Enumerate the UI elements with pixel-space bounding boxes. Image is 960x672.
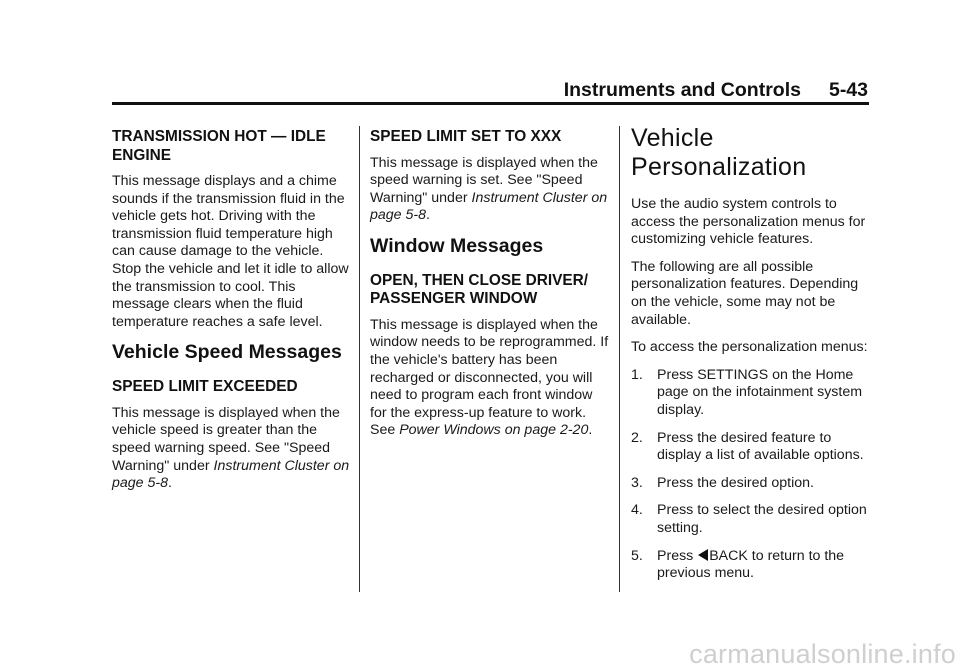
heading-window-messages: Window Messages [370,234,544,257]
paragraph-open-close-window [370,317,610,440]
back-arrow-icon [698,549,708,561]
heading-vehicle-speed-messages: Vehicle Speed Messages [112,341,342,364]
page-number: 5-43 [828,79,868,101]
step-number: 2. [631,429,643,446]
list-item [631,430,871,465]
section-title: Instruments and Controls [563,79,801,101]
heading-speed-limit-set: SPEED LIMIT SET TO XXX [370,128,562,145]
heading-vehicle-personalization: Vehicle Personalization [631,124,807,181]
list-item [631,475,871,493]
paragraph-end: . [168,475,172,492]
paragraph-intro: Use the audio system controls to access the personalization menus for customizing vehicle features. [631,196,866,248]
paragraph-end: . [588,422,593,439]
step-text: Press the desired feature to display a list of available options. [657,429,864,464]
step-text: Press SETTINGS on the Home page on the infotainment system display. [657,366,863,418]
list-item [631,367,871,420]
paragraph-access: To access the personalization menus: [631,339,868,356]
list-item [631,548,871,583]
column-2 [370,128,610,450]
column-1 [112,128,352,503]
step-number: 5. [631,547,643,564]
steps-list [631,367,871,583]
step-text: Press to select the desired option setting. [657,502,867,536]
cross-reference-link[interactable]: Instrument Cluster on page 5-8 [370,189,608,224]
step-number: 3. [631,474,643,491]
paragraph-text: This message is displayed when the window needs to be reprogrammed. If the vehicle's battery has been recharged or disconnected, you will need to program each front window for the express-up feature to work. See [370,316,609,439]
paragraph-text: This message is displayed when the vehicle speed is greater than the speed warning speed. See "Speed Warning" under [112,404,340,474]
step-text: Press [657,547,698,564]
watermark: carmanualsonline.info [689,639,956,669]
column-divider-2 [619,126,620,592]
step-text-after: BACK to return to the previous menu. [657,547,845,582]
column-3 [631,124,871,593]
step-number: 1. [631,366,643,383]
paragraph-speed-limit-exceeded [112,405,352,493]
step-number: 4. [631,502,643,519]
cross-reference-link[interactable]: Power Windows on page 2-20 [399,422,589,439]
step-text: Press the desired option. [657,474,814,491]
heading-open-close-window: OPEN, THEN CLOSE DRIVER/ PASSENGER WINDOW [370,271,589,308]
column-divider-1 [359,126,360,592]
list-item [631,502,871,537]
paragraph-end: . [426,207,430,224]
paragraph-speed-limit-set [370,155,610,225]
page-header [112,78,868,102]
paragraph-text: This message is displayed when the speed warning is set. See "Speed Warning" under [370,154,598,206]
header-rule [112,102,869,105]
cross-reference-link[interactable]: Instrument Cluster on page 5-8 [112,457,350,492]
paragraph-features: The following are all possible personalization features. Depending on the vehicle, some may not be available. [631,258,859,328]
paragraph-transmission-hot: This message displays and a chime sounds if the transmission fluid in the vehicle gets hot. Driving with the transmission fluid temperature high can cause damage to the vehicle. Stop the vehicle and let it idle to allow the transmission to cool. This message clears when the fluid temperature reaches a safe level. [112,173,349,330]
heading-speed-limit-exceeded: SPEED LIMIT EXCEEDED [112,378,298,396]
heading-transmission-hot: TRANSMISSION HOT — IDLE ENGINE [112,128,326,164]
